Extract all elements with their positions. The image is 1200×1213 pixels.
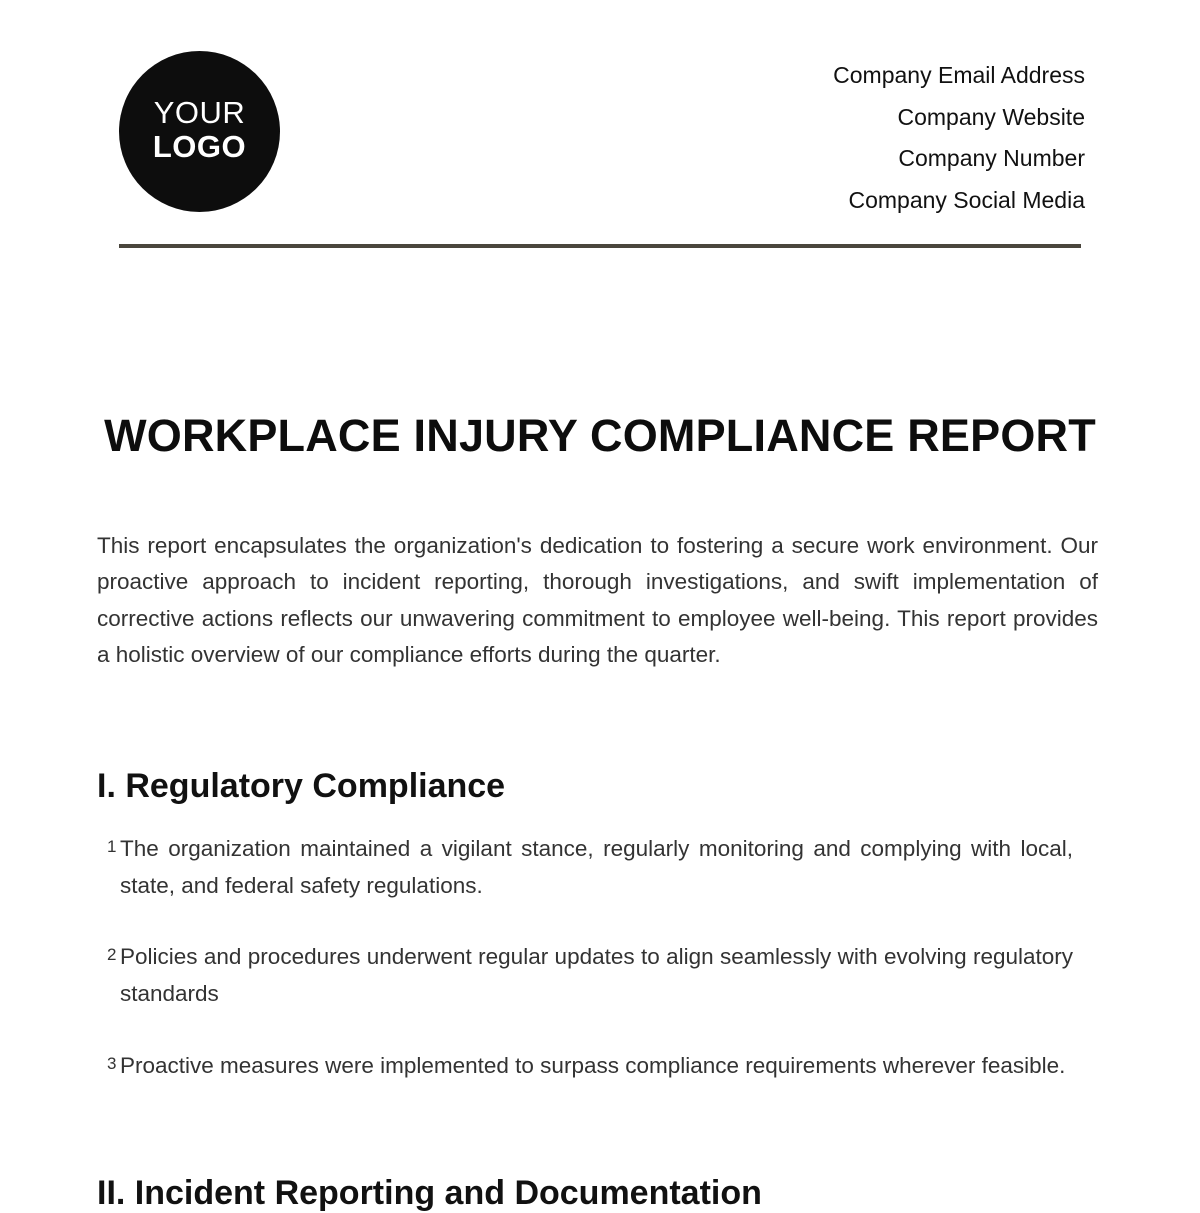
intro-paragraph: This report encapsulates the organization's dedication to fostering a secure work environment. Our proactive approach to incident reporting, thorough investigations, and swift implementation of corrective actions reflects our unwavering commitment to employee well-being. This report provides a holistic overview of our compliance efforts during the quarter. [97,533,1098,667]
company-social-media: Company Social Media [848,186,1085,213]
list-item [107,830,1073,904]
company-logo [119,51,280,212]
company-website: Company Website [897,103,1085,130]
list-item-text: The organization maintained a vigilant stance, regularly monitoring and complying with local, state, and federal safety regulations. [120,836,1073,898]
section-heading-incident-reporting: II. Incident Reporting and Documentation [97,1174,762,1212]
list-item-number: 1 [107,837,117,856]
company-number: Company Number [898,145,1085,171]
logo-text-your: YOUR [153,95,246,130]
list-item [107,1047,1073,1084]
list-item-text: Policies and procedures underwent regular updates to align seamlessly with evolving regulatory standards [120,944,1073,1006]
list-item-number: 3 [107,1054,117,1073]
list-item-text: Proactive measures were implemented to surpass compliance requirements wherever feasible. [120,1053,1066,1078]
list-item [107,938,1073,1012]
section-heading-regulatory-compliance: I. Regulatory Compliance [97,767,506,805]
list-item-number: 2 [107,945,117,964]
logo-text-logo: LOGO [152,129,247,164]
header-divider [119,244,1081,248]
report-title: WORKPLACE INJURY COMPLIANCE REPORT [104,410,1096,461]
company-contact-block [833,55,1085,221]
company-email: Company Email Address [833,62,1085,88]
